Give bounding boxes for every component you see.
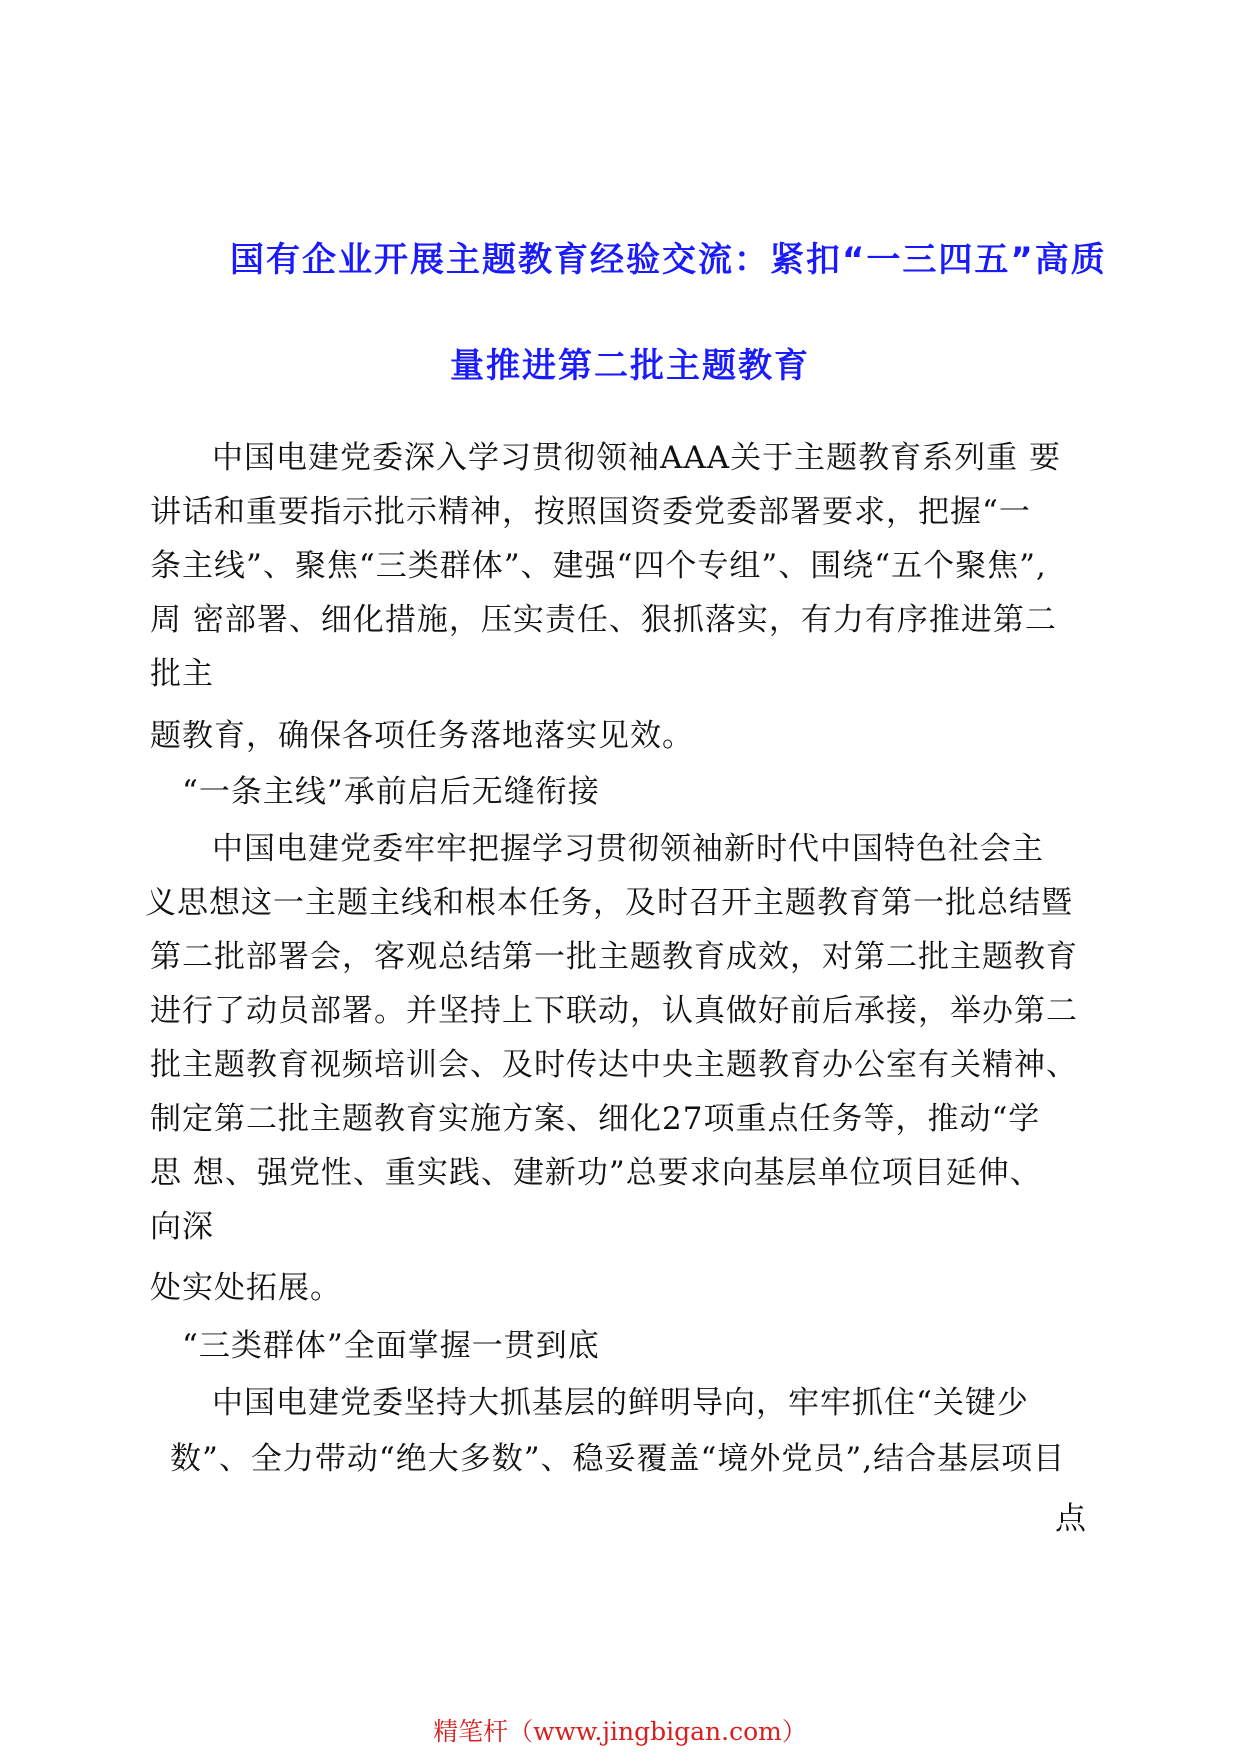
paragraph-line: 第二批部署会，客观总结第一批主题教育成效，对第二批主题教育 [150,939,1078,975]
paragraph-line: 讲话和重要指示批示精神，按照国资委党委部署要求，把握“一 [150,494,1031,530]
title-line-2: 量推进第二批主题教育 [450,346,810,386]
paragraph-line: 条主线”、聚焦“三类群体”、建强“四个专组”、围绕“五个聚焦”, [150,548,1047,584]
section-heading-2: “三类群体”全面掌握一贯到底 [182,1328,600,1364]
paragraph-line: 中国电建党委深入学习贯彻领袖AAA关于主题教育系列重 要 [212,440,1062,476]
paragraph-line: 义思想这一主题主线和根本任务，及时召开主题教育第一批总结暨 [145,885,1073,921]
paragraph-line: 周 密部署、细化措施，压实责任、狠抓落实，有力有序推进第二 [150,602,1057,638]
paragraph-line: 点 [1055,1501,1087,1537]
paragraph-line: 批主 [150,656,214,692]
paragraph-line: 批主题教育视频培训会、及时传达中央主题教育办公室有关精神、 [150,1047,1078,1083]
paragraph-line: 思 想、强党性、重实践、建新功”总要求向基层单位项目延伸、 [150,1155,1042,1191]
paragraph-line: 题教育，确保各项任务落地落实见效。 [150,718,694,754]
paragraph-line: 中国电建党委坚持大抓基层的鲜明导向，牢牢抓住“关键少 [212,1385,1029,1421]
paragraph-line: 制定第二批主题教育实施方案、细化27项重点任务等，推动“学 [150,1101,1041,1137]
paragraph-line: 处实处拓展。 [150,1270,342,1306]
paragraph-line: 进行了动员部署。并坚持上下联动，认真做好前后承接，举办第二 [150,993,1078,1029]
paragraph-line: 数”、全力带动“绝大多数”、稳妥覆盖“境外党员”,结合基层项目 [170,1441,1066,1477]
paragraph-line: 中国电建党委牢牢把握学习贯彻领袖新时代中国特色社会主 [212,831,1044,867]
footer-watermark: 精笔杆（www.jingbigan.com） [433,1717,807,1746]
section-heading-1: “一条主线”承前启后无缝衔接 [182,774,600,810]
title-line-1: 国有企业开展主题教育经验交流：紧扣“一三四五”高质 [230,240,1107,280]
paragraph-line: 向深 [150,1209,214,1245]
